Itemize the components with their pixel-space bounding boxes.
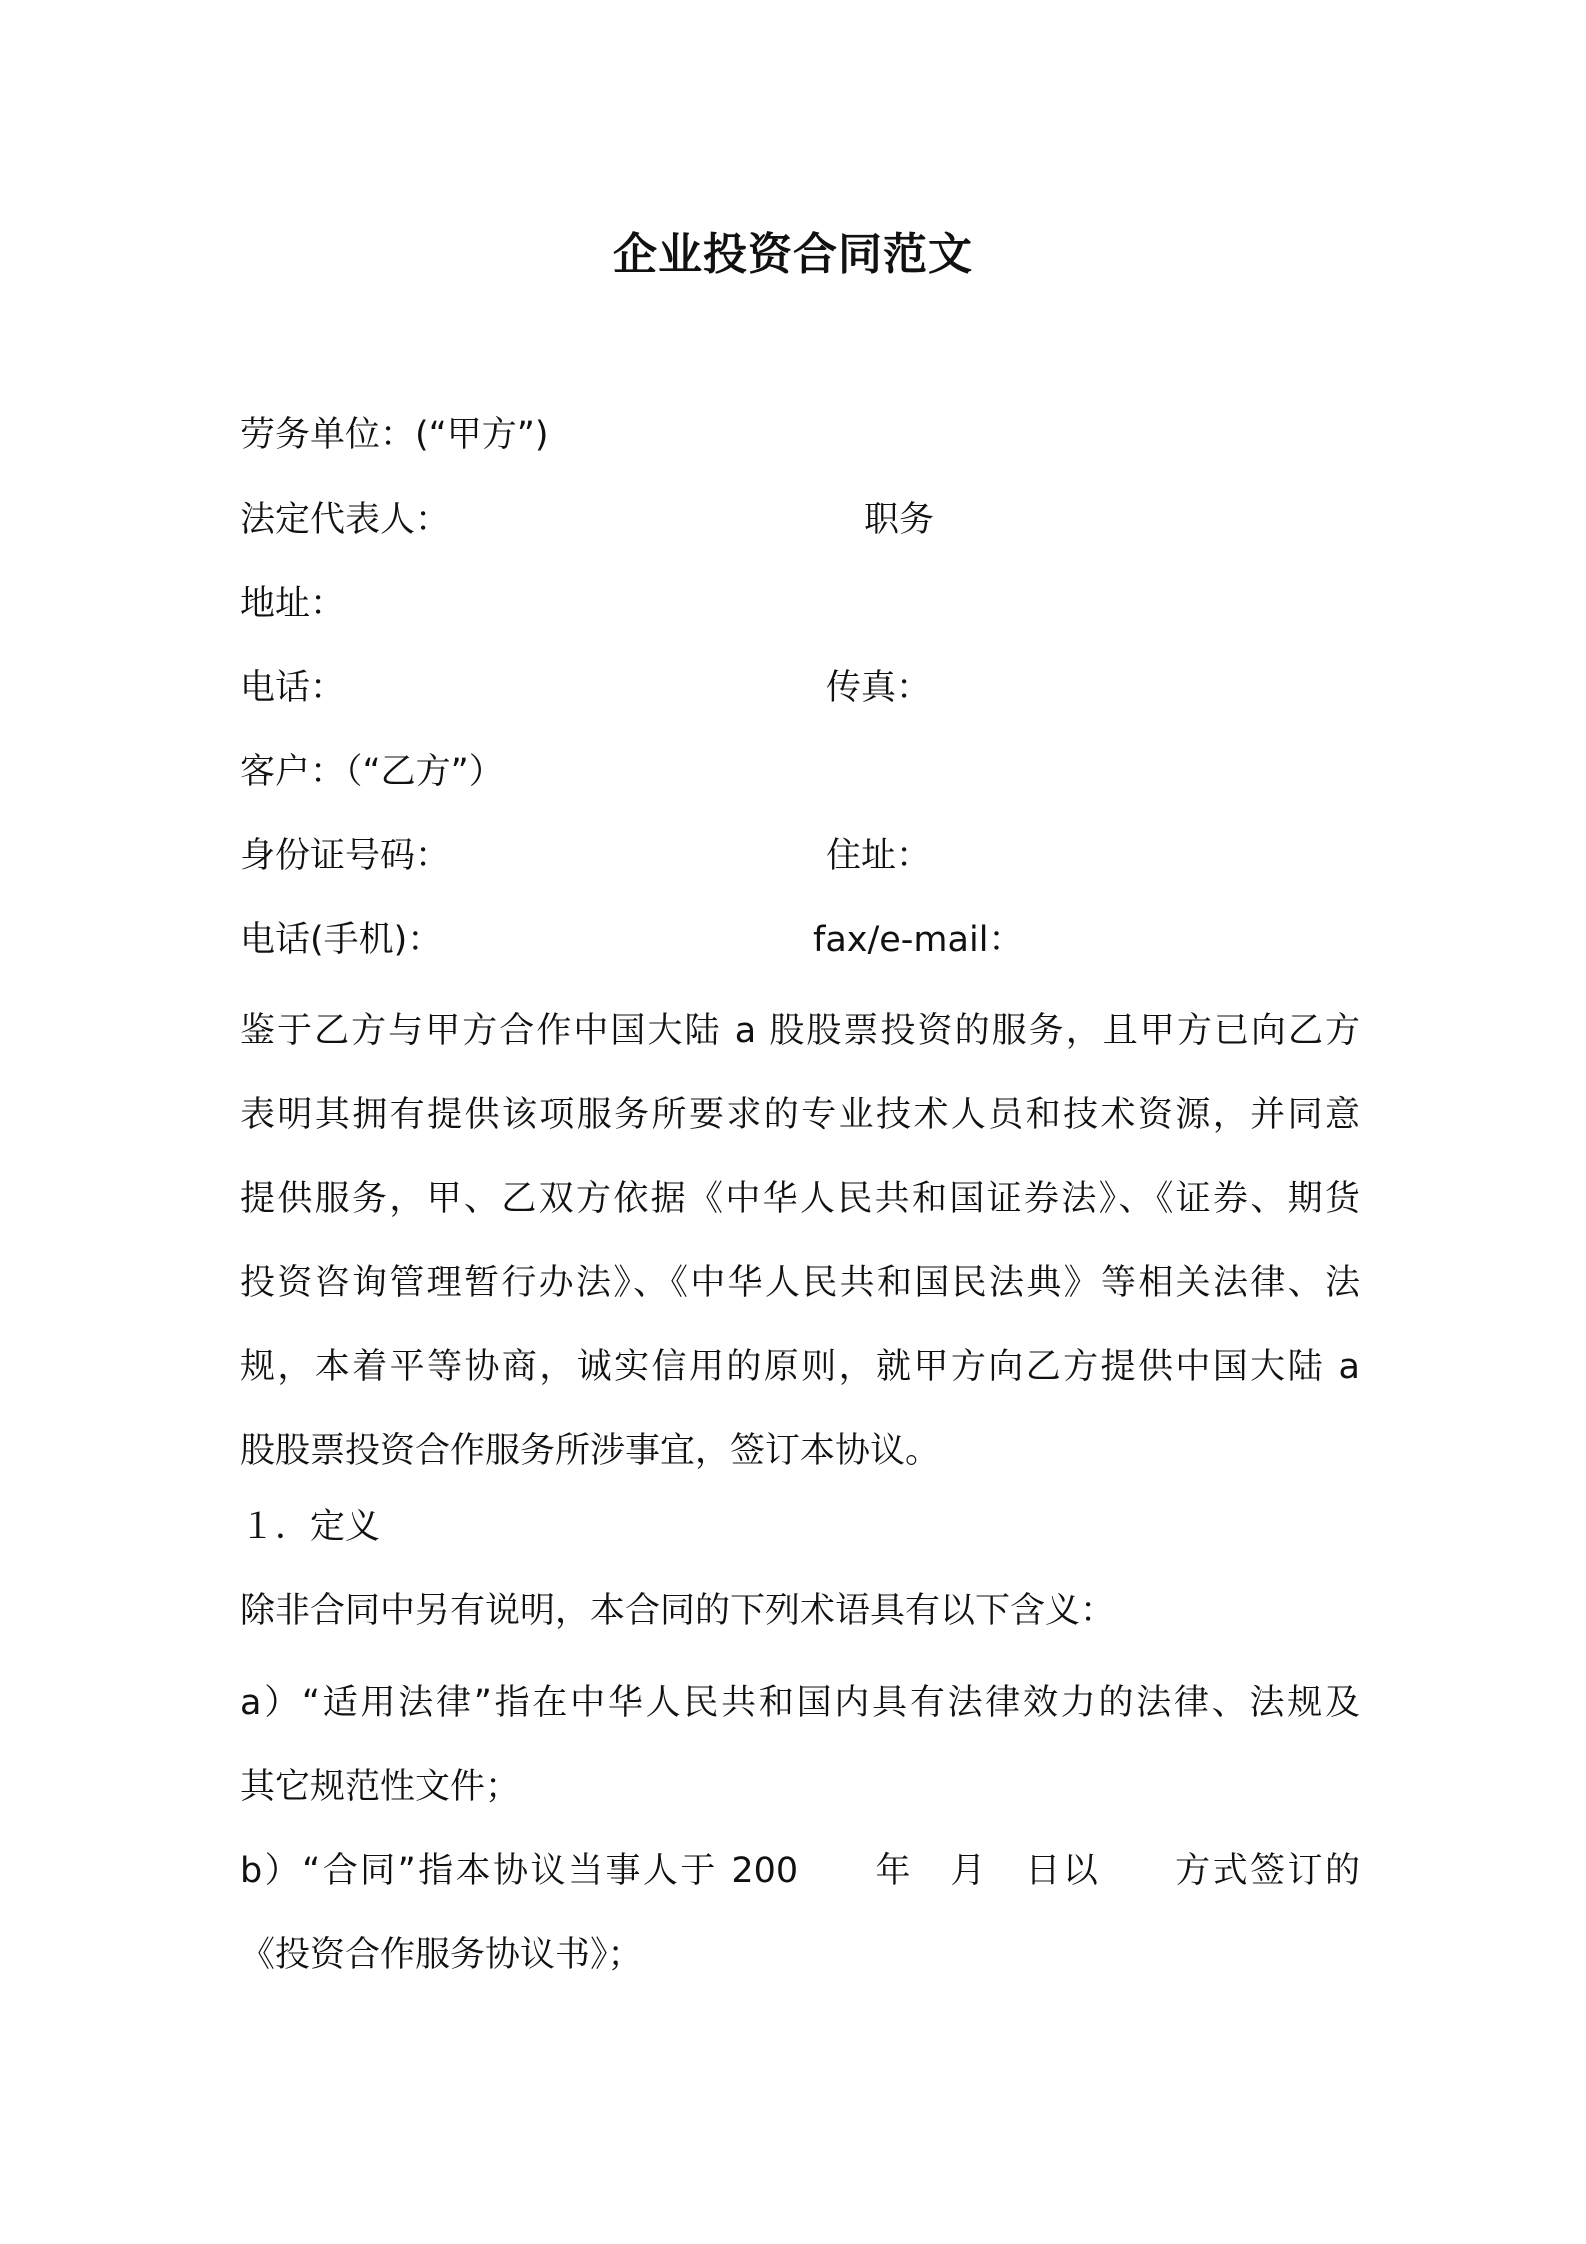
mobile-phone-field: 电话(手机)： [240, 920, 443, 960]
preamble-line: 股股票投资合作服务所涉事宜，签订本协议。 [240, 1431, 941, 1471]
party-b-field: 客户：（“乙方”） [240, 752, 504, 792]
definition-item-a: a）“适用法律”指在中华人民共和国内具有法律效力的法律、法规及 [240, 1683, 1360, 1723]
definition-item-b: b）“合同”指本协议当事人于 200 年 月 日以 方式签订的 [240, 1851, 1360, 1891]
section-intro: 除非合同中另有说明，本合同的下列术语具有以下含义： [240, 1591, 1116, 1631]
fax-email-field: fax/e-mail： [813, 920, 1024, 960]
preamble-line: 规，本着平等协商，诚实信用的原则，就甲方向乙方提供中国大陆 a [240, 1347, 1360, 1387]
position-field: 职务 [864, 500, 935, 540]
document-title: 企业投资合同范文 [613, 229, 973, 280]
preamble-line: 表明其拥有提供该项服务所要求的专业技术人员和技术资源，并同意 [240, 1095, 1360, 1135]
address-field: 地址： [240, 584, 346, 624]
id-number-field: 身份证号码： [240, 836, 451, 876]
party-a-field: 劳务单位：(“甲方”) [240, 415, 549, 455]
definition-item-a-continued: 其它规范性文件； [240, 1767, 521, 1807]
fax-field: 传真： [826, 668, 932, 708]
preamble-line: 投资咨询管理暂行办法》、《中华人民共和国民法典》等相关法律、法 [240, 1263, 1360, 1303]
residence-field: 住址： [826, 836, 932, 876]
preamble-line: 提供服务，甲、乙双方依据《中华人民共和国证券法》、《证券、期货 [240, 1179, 1360, 1219]
legal-representative-field: 法定代表人： [240, 500, 451, 540]
phone-field: 电话： [240, 668, 346, 708]
preamble-line: 鉴于乙方与甲方合作中国大陆 a 股股票投资的服务，且甲方已向乙方 [240, 1011, 1360, 1051]
section-heading: １．定义 [240, 1507, 381, 1547]
definition-item-b-continued: 《投资合作服务协议书》； [240, 1935, 643, 1975]
